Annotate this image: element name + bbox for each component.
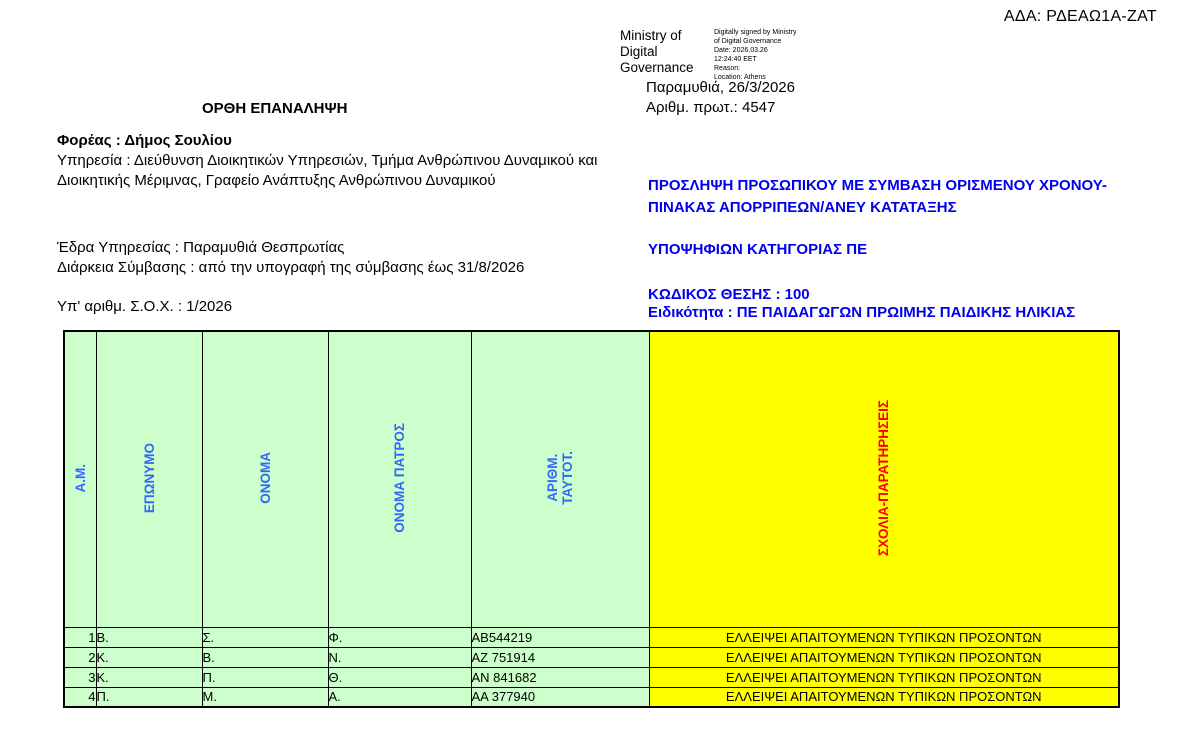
service-seat: Έδρα Υπηρεσίας : Παραμυθιά Θεσπρωτίας bbox=[57, 239, 345, 256]
agency-department-line: Διοικητικής Μέριμνας, Γραφείο Ανάπτυξης Ανθρώπινου Δυναμικού bbox=[57, 172, 496, 189]
cell-id-number: ΑΖ 751914 bbox=[471, 647, 649, 667]
digital-signature-details bbox=[714, 28, 796, 82]
agency-department-line: Υπηρεσία : Διεύθυνση Διοικητικών Υπηρεσιών, Τμήμα Ανθρώπινου Δυναμικού και bbox=[57, 152, 598, 169]
table-header-row bbox=[64, 331, 1119, 627]
cell-surname: Κ. bbox=[96, 647, 202, 667]
sox-reference: Υπ' αριθμ. Σ.Ο.Χ. : 1/2026 bbox=[57, 298, 233, 315]
notice-title bbox=[648, 175, 1188, 219]
cell-name: Π. bbox=[202, 667, 328, 687]
candidate-category: ΥΠΟΨΗΦΙΩΝ ΚΑΤΗΓΟΡΙΑΣ ΠΕ bbox=[648, 241, 868, 258]
contract-duration: Διάρκεια Σύμβασης : από την υπογραφή της σύμβασης έως 31/8/2026 bbox=[57, 259, 525, 276]
cell-surname: Π. bbox=[96, 687, 202, 707]
place-and-date: Παραμυθιά, 26/3/2026 bbox=[646, 79, 795, 96]
col-header-father-name bbox=[328, 331, 471, 627]
signature-detail-line: of Digital Governance bbox=[714, 38, 782, 45]
col-header-father-name-label: ΟΝΟΜΑ ΠΑΤΡΟΣ bbox=[392, 422, 407, 533]
specialty: Ειδικότητα : ΠΕ ΠΑΙΔΑΓΩΓΩΝ ΠΡΩΙΜΗΣ ΠΑΙΔΙΚΗΣ ΗΛΙΚΙΑΣ bbox=[648, 304, 1076, 321]
table-row bbox=[64, 667, 1119, 687]
rejected-candidates-table bbox=[63, 330, 1120, 708]
cell-comment: ΕΛΛΕΙΨΕΙ ΑΠΑΙΤΟΥΜΕΝΩΝ ΤΥΠΙΚΩΝ ΠΡΟΣΟΝΤΩΝ bbox=[649, 667, 1119, 687]
signer-line: Ministry of bbox=[620, 28, 682, 43]
col-header-surname bbox=[96, 331, 202, 627]
cell-comment: ΕΛΛΕΙΨΕΙ ΑΠΑΙΤΟΥΜΕΝΩΝ ΤΥΠΙΚΩΝ ΠΡΟΣΟΝΤΩΝ bbox=[649, 687, 1119, 707]
table-row bbox=[64, 647, 1119, 667]
signer-line: Digital bbox=[620, 44, 658, 59]
table-row bbox=[64, 627, 1119, 647]
cell-am: 2 bbox=[64, 647, 96, 667]
cell-father-name: Φ. bbox=[328, 627, 471, 647]
cell-am: 1 bbox=[64, 627, 96, 647]
cell-comment: ΕΛΛΕΙΨΕΙ ΑΠΑΙΤΟΥΜΕΝΩΝ ΤΥΠΙΚΩΝ ΠΡΟΣΟΝΤΩΝ bbox=[649, 627, 1119, 647]
signature-detail-line: Reason: bbox=[714, 65, 741, 72]
notice-title-line: ΠΡΟΣΛΗΨΗ ΠΡΟΣΩΠΙΚΟΥ ΜΕ ΣΥΜΒΑΣΗ ΟΡΙΣΜΕΝΟΥ ΧΡΟΝΟΥ- bbox=[648, 177, 1107, 194]
col-header-id-line2: ΤΑΥΤΟΤ. bbox=[560, 450, 575, 505]
signer-line: Governance bbox=[620, 60, 694, 75]
cell-am: 4 bbox=[64, 687, 96, 707]
signature-detail-line: Location: Athens bbox=[714, 74, 766, 81]
cell-comment: ΕΛΛΕΙΨΕΙ ΑΠΑΙΤΟΥΜΕΝΩΝ ΤΥΠΙΚΩΝ ΠΡΟΣΟΝΤΩΝ bbox=[649, 647, 1119, 667]
col-header-name bbox=[202, 331, 328, 627]
agency-name: Φορέας : Δήμος Σουλίου bbox=[57, 132, 232, 149]
cell-name: Μ. bbox=[202, 687, 328, 707]
cell-surname: Κ. bbox=[96, 667, 202, 687]
signature-detail-line: Date: 2026.03.26 bbox=[714, 47, 768, 54]
cell-father-name: Θ. bbox=[328, 667, 471, 687]
table-row bbox=[64, 687, 1119, 707]
col-header-name-label: ΟΝΟΜΑ bbox=[257, 451, 273, 504]
cell-surname: Β. bbox=[96, 627, 202, 647]
position-info bbox=[648, 286, 1075, 322]
signature-detail-line: 12:24:40 EET bbox=[714, 56, 757, 63]
cell-id-number: ΑΒ544219 bbox=[471, 627, 649, 647]
col-header-am-label: Α.Μ. bbox=[72, 463, 88, 492]
cell-name: Β. bbox=[202, 647, 328, 667]
position-code: ΚΩΔΙΚΟΣ ΘΕΣΗΣ : 100 bbox=[648, 286, 810, 303]
col-header-id-number-label bbox=[545, 451, 575, 505]
col-header-comments-label: ΣΧΟΛΙΑ-ΠΑΡΑΤΗΡΗΣΕΙΣ bbox=[876, 399, 892, 556]
col-header-id-line1: ΑΡΙΘΜ. bbox=[545, 453, 560, 502]
col-header-am bbox=[64, 331, 96, 627]
col-header-surname-label: ΕΠΩΝΥΜΟ bbox=[141, 442, 157, 513]
col-header-id-number bbox=[471, 331, 649, 627]
agency-info bbox=[57, 131, 598, 191]
cell-id-number: ΑΑ 377940 bbox=[471, 687, 649, 707]
protocol-number: Αριθμ. πρωτ.: 4547 bbox=[646, 99, 776, 116]
signature-detail-line: Digitally signed by Ministry bbox=[714, 29, 797, 36]
col-header-comments bbox=[649, 331, 1119, 627]
ada-code: ΑΔΑ: ΡΔΕΑΩ1Α-ΖΑΤ bbox=[1003, 8, 1157, 25]
cell-father-name: Ν. bbox=[328, 647, 471, 667]
correction-notice: ΟΡΘΗ ΕΠΑΝΑΛΗΨΗ bbox=[202, 100, 348, 117]
digital-signature-signer bbox=[620, 28, 694, 76]
service-info bbox=[57, 238, 524, 278]
cell-name: Σ. bbox=[202, 627, 328, 647]
cell-father-name: Α. bbox=[328, 687, 471, 707]
cell-am: 3 bbox=[64, 667, 96, 687]
notice-title-line: ΠΙΝΑΚΑΣ ΑΠΟΡΡΙΠΕΩΝ/ΑΝΕΥ ΚΑΤΑΤΑΞΗΣ bbox=[648, 199, 957, 216]
cell-id-number: ΑΝ 841682 bbox=[471, 667, 649, 687]
